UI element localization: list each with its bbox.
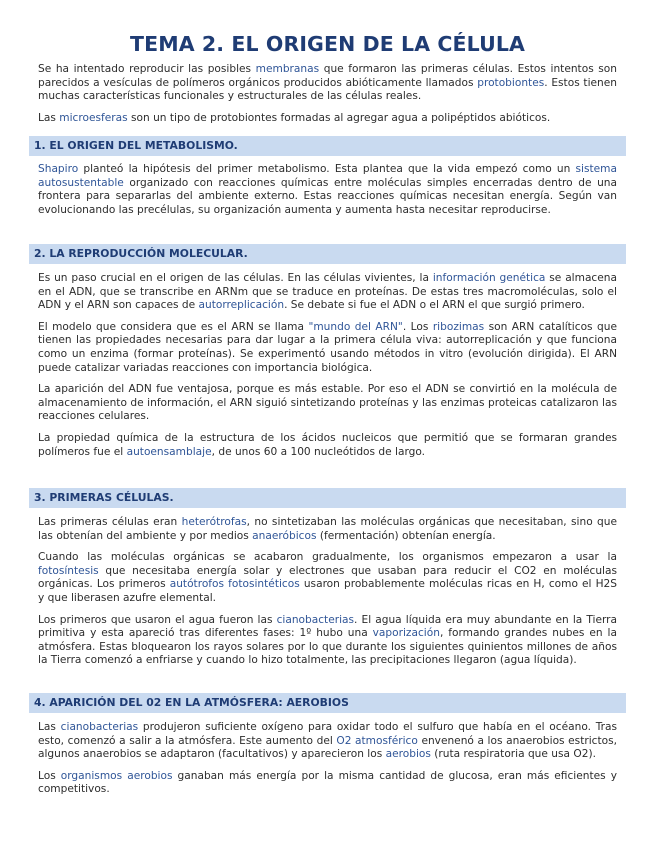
key-term: cianobacterias xyxy=(60,721,139,733)
paragraph xyxy=(38,272,617,313)
text-run: La aparición del ADN fue ventajosa, porque es más estable. Por eso el ADN se convirtió en la molécula de almacenamiento de información, el ARN siguió sintetizando proteínas y las enzimas proteicas catalizaron las reacciones celulares. xyxy=(38,383,617,423)
text-run: . Estos tienen muchas características funcionales y estructurales de las células reales. xyxy=(38,76,617,103)
section-title: 3. PRIMERAS CÉLULAS. xyxy=(34,491,174,504)
text-run: que necesitaba energía solar y electrones que usaban para reducir el CO2 en moléculas orgánicas. Los primeros xyxy=(38,564,617,591)
text-run: , no sintetizaban las moléculas orgánicas que necesitaban, sino que las obtenían del ambiente y por medios xyxy=(38,516,617,542)
paragraph xyxy=(38,721,617,762)
text-run: El modelo que considera que es el ARN se llama xyxy=(38,320,309,333)
text-run: usaron probablemente moléculas ricas en H, como el H2S y que liberasen azufre elemental. xyxy=(38,578,617,604)
key-term: anaeróbicos xyxy=(252,529,317,542)
text-run: Los primeros que usaron el agua fueron las xyxy=(38,613,277,626)
key-term: organismos aerobios xyxy=(60,769,173,782)
text-run: Es un paso crucial en el origen de las células. En las células vivientes, la xyxy=(38,272,433,284)
text-run: . El agua líquida era muy abundante en la Tierra primitiva y esta apareció tras diferentes fases: 1º hubo una xyxy=(38,613,617,640)
section-header-aerobios xyxy=(29,693,626,713)
section-title: 4. APARICIÓN DEL 02 EN LA ATMÓSFERA: AEROBIOS xyxy=(34,696,349,709)
key-term: ribozimas xyxy=(432,320,485,333)
paragraph xyxy=(38,614,617,668)
text-run: , formando grandes nubes en la atmósfera. Estas bloquearon los rayos solares por lo que durante los siguientes quinientos millones de años la Tierra comenzó a enfriarse y cuando lo hizo totalmente, las precipitaciones llegaron (agua líquida). xyxy=(38,627,617,667)
text-run: La propiedad química de la estructura de los ácidos nucleicos que permitió que se formaran grandes polímeros fue el xyxy=(38,431,617,458)
section-header-metabolismo xyxy=(29,136,626,156)
text-run: Los xyxy=(38,769,61,782)
text-run: planteó la hipótesis del primer metabolismo. Esta plantea que la vida empezó como un xyxy=(78,163,576,175)
section-body-aerobios xyxy=(38,721,617,797)
text-run: Las primeras células eran xyxy=(38,516,182,528)
paragraph xyxy=(38,163,617,217)
text-run: (fermentación) obtenían energía. xyxy=(316,529,496,542)
section-title: 1. EL ORIGEN DEL METABOLISMO. xyxy=(34,139,238,152)
key-term: O2 atmosférico xyxy=(336,734,418,747)
text-run: son ARN catalíticos que tienen las propiedades necesarias para dar lugar a la primera célula viva: autorreplicación y que funciona como un enzima (formar proteínas). Se experimentó usando métodos in vitro (evolución dirigida). El ARN puede catalizar variadas reacciones con importancia biológica. xyxy=(38,320,617,374)
key-term: membranas xyxy=(255,63,320,75)
key-term: autótrofos fotosintéticos xyxy=(169,578,300,591)
text-run: produjeron suficiente oxígeno para oxidar todo el sulfuro que había en el océano. Tras esto, comenzó a salir a la atmósfera. Este aumento del xyxy=(38,721,618,747)
paragraph xyxy=(38,321,617,375)
text-run: organizado con reacciones químicas entre moléculas simples encerradas dentro de una frontera para separarlas del ambiente externo. Estas reacciones químicas necesitan energía. Según van evolucionando las precélulas, su organización aumenta y aumenta hasta necesitar reproducirse. xyxy=(38,176,617,216)
text-run: se almacena en el ADN, que se transcribe en ARNm que se traduce en proteínas. De estas tres macromoléculas, solo el ADN y el ARN son capaces de xyxy=(38,272,617,312)
key-term: "mundo del ARN" xyxy=(308,320,403,333)
paragraph xyxy=(38,770,617,797)
text-run: , de unos 60 a 100 nucleótidos de largo. xyxy=(211,445,426,458)
paragraph xyxy=(38,112,617,126)
key-term: heterótrofas xyxy=(181,516,247,528)
text-run: Cuando las moléculas orgánicas se acabaron gradualmente, los organismos empezaron a usar la xyxy=(38,551,617,564)
key-term: autoensamblaje xyxy=(126,445,212,458)
section-header-primeras-celulas xyxy=(29,488,626,508)
paragraph xyxy=(38,383,617,424)
paragraph xyxy=(38,516,617,543)
text-run: que formaron las primeras células. Estos intentos son parecidos a vesículas de polímeros orgánicos producidos abióticamente llamados xyxy=(38,63,617,89)
text-run: . Los xyxy=(402,320,433,333)
key-term: microesferas xyxy=(59,111,128,124)
key-term: fotosíntesis xyxy=(38,564,99,577)
text-run: Las xyxy=(38,111,60,124)
section-body-metabolismo xyxy=(38,163,617,217)
key-term: sistema autosustentable xyxy=(38,163,617,189)
text-run: ganaban más energía por la misma cantidad de glucosa, eran más eficientes y competitivos. xyxy=(38,769,617,796)
section-body-primeras-celulas xyxy=(38,516,617,668)
key-term: aerobios xyxy=(385,748,431,761)
intro-block xyxy=(38,63,617,125)
page-title: TEMA 2. EL ORIGEN DE LA CÉLULA xyxy=(130,32,525,56)
key-term: Shapiro xyxy=(38,163,79,175)
section-header-reproduccion xyxy=(29,244,626,264)
paragraph xyxy=(38,63,617,104)
key-term: vaporización xyxy=(372,627,440,640)
text-run: Las xyxy=(38,721,61,733)
text-run: (ruta respiratoria que usa O2). xyxy=(430,748,596,761)
text-run: Se ha intentado reproducir las posibles xyxy=(38,63,256,75)
section-body-reproduccion xyxy=(38,272,617,459)
key-term: información genética xyxy=(432,272,546,284)
key-term: protobiontes xyxy=(477,76,545,89)
text-run: . Se debate si fue el ADN o el ARN el que surgió primero. xyxy=(284,299,585,312)
paragraph xyxy=(38,551,617,605)
paragraph xyxy=(38,432,617,459)
section-title: 2. LA REPRODUCCIÓN MOLECULAR. xyxy=(34,247,248,260)
key-term: autorreplicación xyxy=(198,299,285,312)
text-run: envenenó a los anaerobios estrictos, algunos anaerobios se adaptaron (facultativos) y aparecieron los xyxy=(38,734,617,761)
text-run: son un tipo de protobiontes formadas al agregar agua a polipéptidos abióticos. xyxy=(127,111,551,124)
key-term: cianobacterias xyxy=(276,613,355,626)
